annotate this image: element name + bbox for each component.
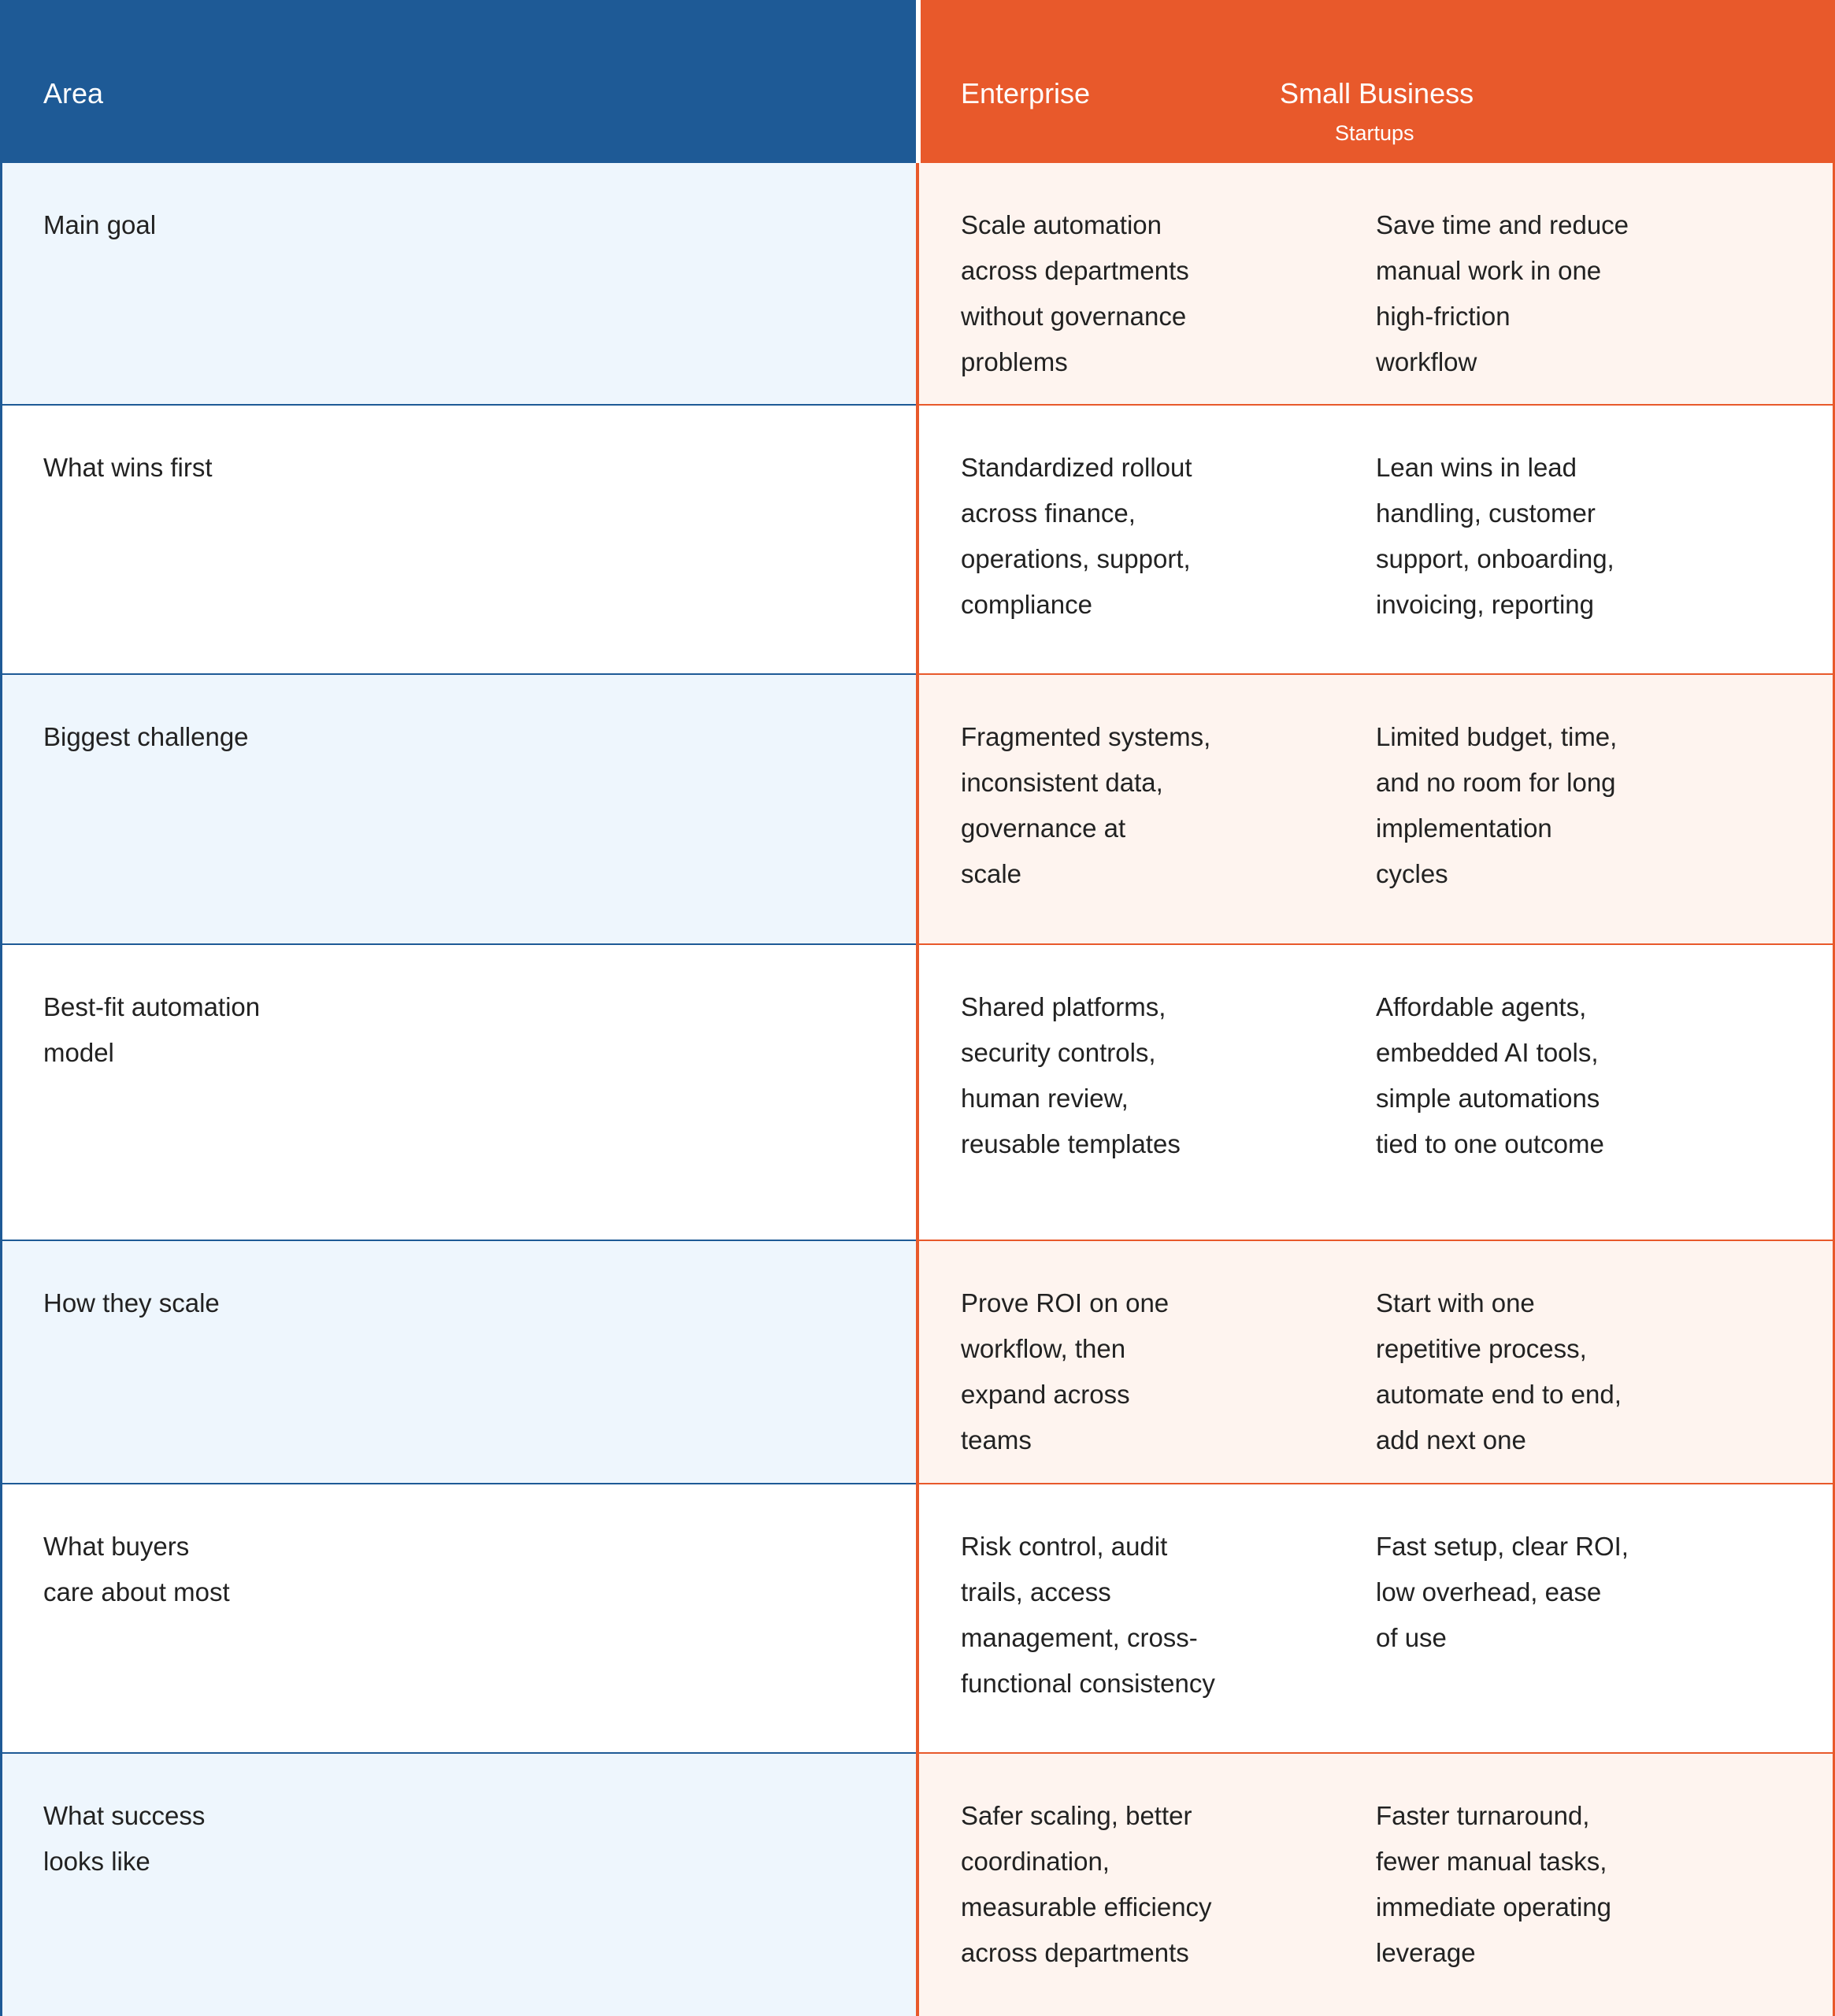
area-text: What buyers care about most xyxy=(43,1532,230,1606)
area-text: What wins first xyxy=(43,453,213,482)
small-business-text: Fast setup, clear ROI, low overhead, ease of use xyxy=(1376,1532,1629,1652)
area-cell xyxy=(0,1241,916,1484)
small-business-text: Limited budget, time, and no room for long implementation cycles xyxy=(1376,722,1618,888)
small-business-text: Start with one repetitive process, automate end to end, add next one xyxy=(1376,1288,1622,1455)
small-business-text: Faster turnaround, fewer manual tasks, immediate operating leverage xyxy=(1376,1801,1611,1967)
header-area-label: Area xyxy=(43,77,104,109)
table-header xyxy=(0,0,1835,163)
enterprise-text: Safer scaling, better coordination, measurable efficiency across departments xyxy=(961,1801,1212,1967)
area-text: Best-fit automation model xyxy=(43,992,261,1067)
enterprise-text: Shared platforms, security controls, human review, reusable templates xyxy=(961,992,1181,1158)
enterprise-text: Risk control, audit trails, access management, cross- functional consistency xyxy=(961,1532,1215,1698)
table-row xyxy=(0,1754,1835,2016)
table-row xyxy=(0,163,1835,406)
header-area-cell xyxy=(0,0,916,163)
enterprise-text: Fragmented systems, inconsistent data, governance at scale xyxy=(961,722,1211,888)
header-small-business-label: Small Business xyxy=(1280,77,1474,109)
table-row xyxy=(0,1484,1835,1754)
area-text: What success looks like xyxy=(43,1801,206,1876)
area-text: Main goal xyxy=(43,210,157,239)
header-enterprise-label: Enterprise xyxy=(961,77,1091,109)
area-cell xyxy=(0,163,916,406)
enterprise-text: Prove ROI on one workflow, then expand across teams xyxy=(961,1288,1170,1455)
small-business-text: Save time and reduce manual work in one high-friction workflow xyxy=(1376,210,1629,376)
small-business-text: Affordable agents, embedded AI tools, simple automations tied to one outcome xyxy=(1376,992,1604,1158)
enterprise-text: Scale automation across departments without governance problems xyxy=(961,210,1189,376)
area-text: How they scale xyxy=(43,1288,220,1317)
enterprise-text: Standardized rollout across finance, operations, support, compliance xyxy=(961,453,1192,619)
header-startups-sublabel: Startups xyxy=(1335,121,1414,145)
area-text: Biggest challenge xyxy=(43,722,249,751)
table-row xyxy=(0,945,1835,1241)
table-row xyxy=(0,406,1835,675)
table-row xyxy=(0,675,1835,945)
small-business-text: Lean wins in lead handling, customer support, onboarding, invoicing, reporting xyxy=(1376,453,1614,619)
table-row xyxy=(0,1241,1835,1484)
